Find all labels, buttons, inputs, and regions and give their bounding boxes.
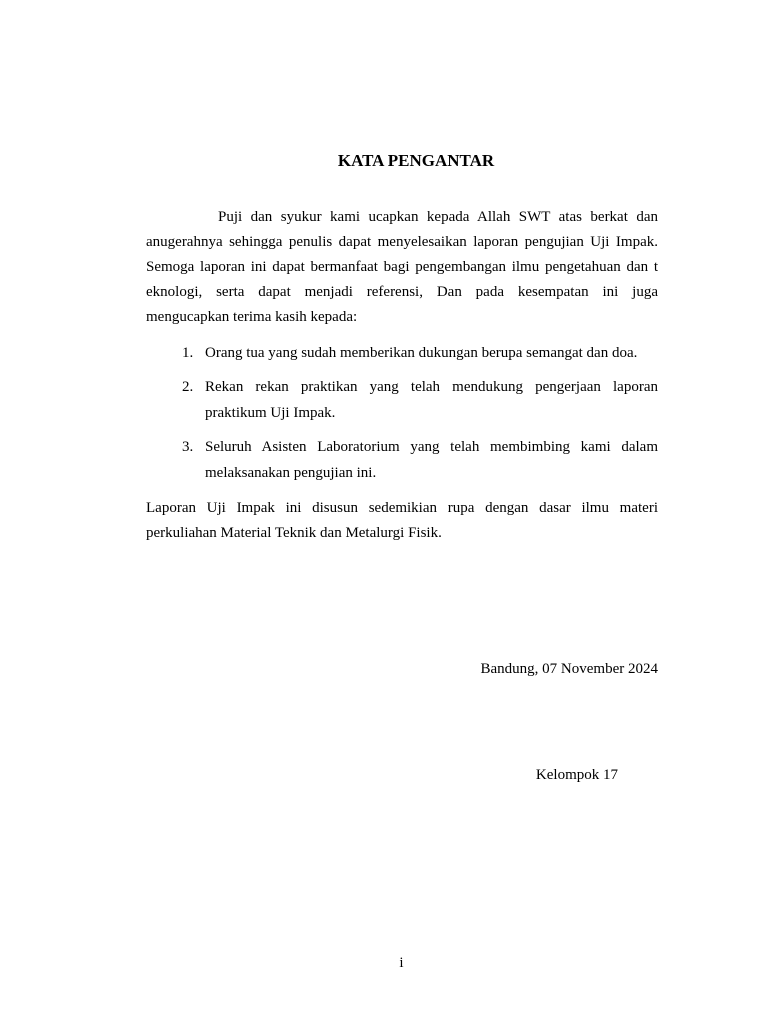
- list-item: [146, 434, 658, 486]
- page-title: KATA PENGANTAR: [337, 151, 495, 170]
- place-date: Bandung, 07 November 2024: [480, 661, 658, 677]
- list-item-text: Seluruh Asisten Laboratorium yang telah membimbing kami dalam: [205, 439, 658, 455]
- closing-paragraph: [146, 496, 658, 546]
- closing-line: Laporan Uji Impak ini disusun sedemikian rupa dengan dasar ilmu materi: [146, 500, 658, 516]
- thanks-list: [146, 340, 658, 494]
- intro-line: mengucapkan terima kasih kepada:: [146, 309, 358, 325]
- page-number: i: [399, 955, 404, 971]
- list-item-text: Orang tua yang sudah memberikan dukungan berupa semangat dan doa.: [205, 345, 638, 361]
- list-number: 1.: [182, 345, 194, 361]
- intro-line: anugerahnya sehingga penulis dapat menyelesaikan laporan pengujian Uji Impak.: [146, 234, 658, 250]
- intro-line: eknologi, serta dapat menjadi referensi, Dan pada kesempatan ini juga: [146, 284, 658, 300]
- intro-paragraph: [146, 205, 658, 330]
- list-number: 3.: [182, 439, 194, 455]
- list-number: 2.: [182, 379, 194, 395]
- intro-line: Semoga laporan ini dapat bermanfaat bagi pengembangan ilmu pengetahuan dan t: [146, 259, 658, 275]
- closing-line: perkuliahan Material Teknik dan Metalurgi Fisik.: [146, 525, 442, 541]
- list-item-text: Rekan rekan praktikan yang telah mendukung pengerjaan laporan: [205, 379, 658, 395]
- list-item-text: melaksanakan pengujian ini.: [205, 465, 377, 481]
- intro-line: Puji dan syukur kami ucapkan kepada Allah SWT atas berkat dan: [218, 209, 658, 225]
- list-item: [146, 374, 658, 426]
- list-item: [146, 340, 658, 366]
- list-item-text: praktikum Uji Impak.: [205, 405, 336, 421]
- signature-group: Kelompok 17: [535, 767, 618, 783]
